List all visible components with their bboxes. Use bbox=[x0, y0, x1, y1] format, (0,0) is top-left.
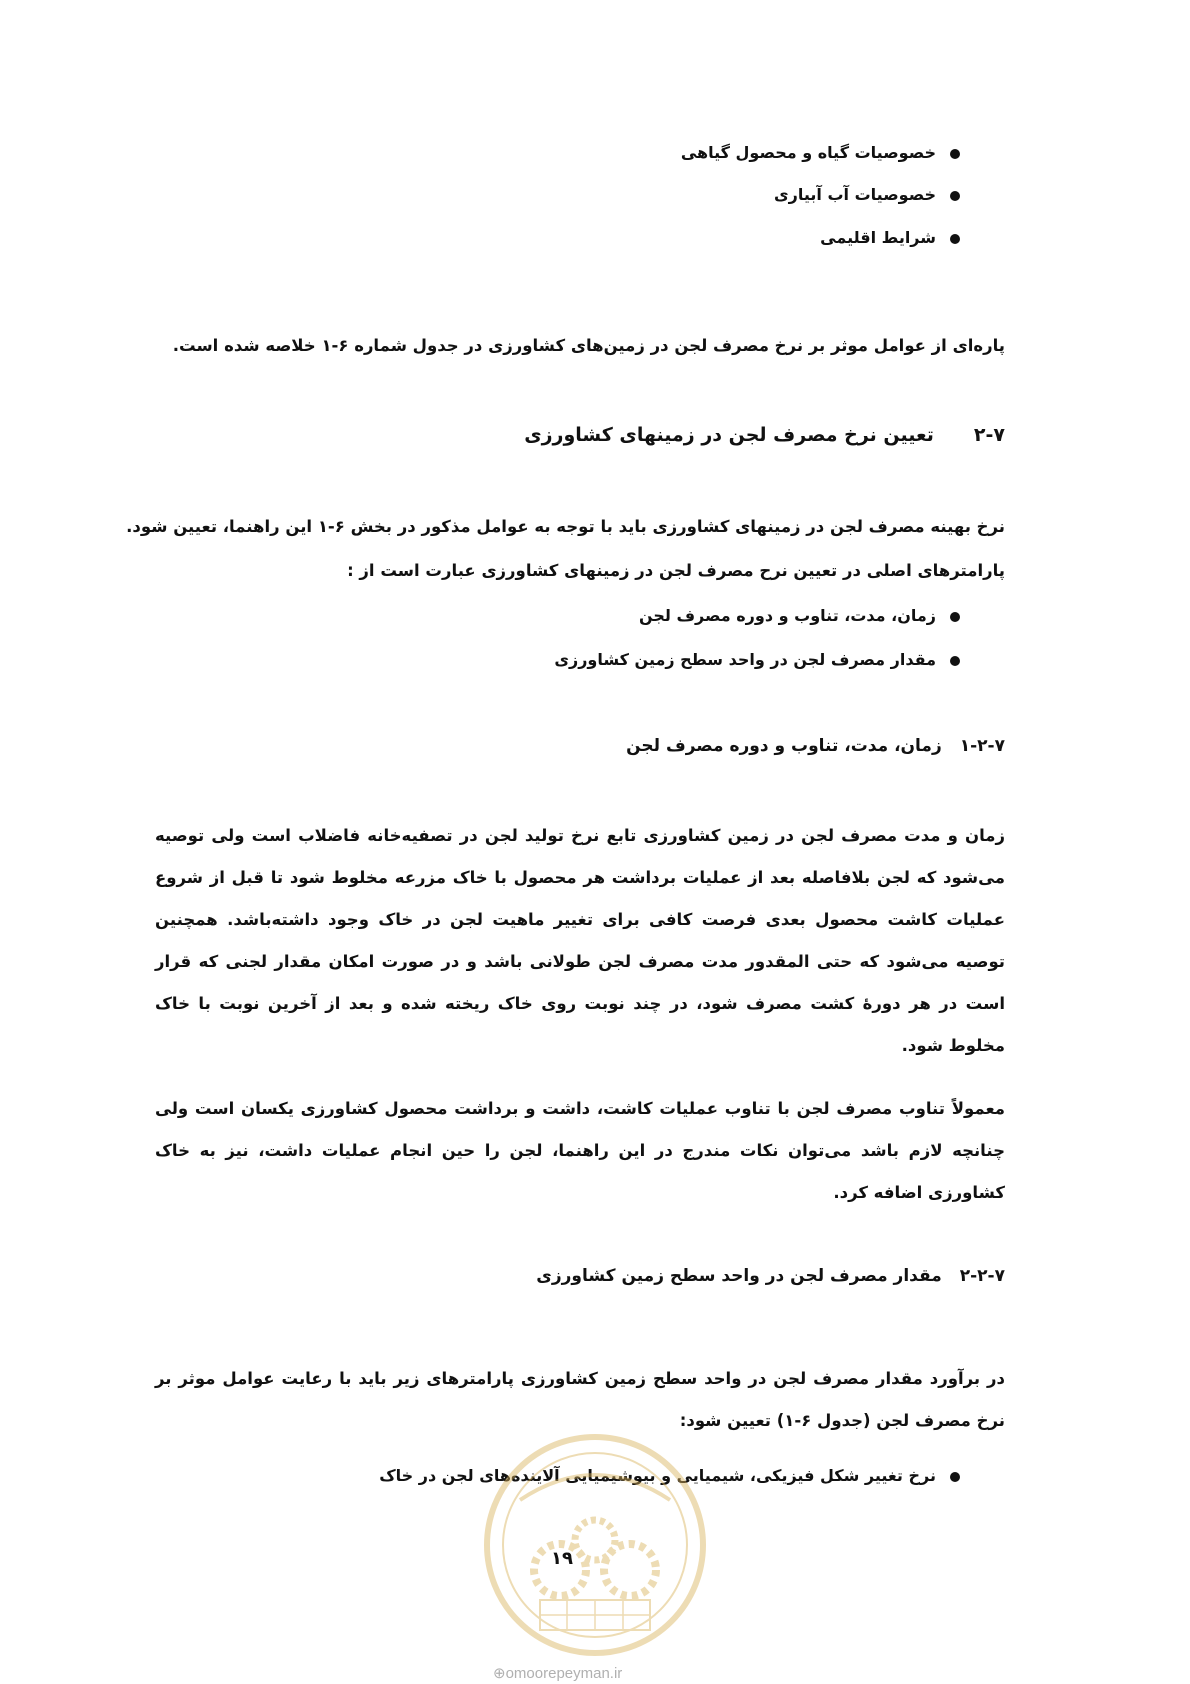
bullet-text: نرخ تغییر شکل فیزیکی، شیمیایی و بیوشیمیایی آلاینده‌های لجن در خاک bbox=[379, 1466, 936, 1485]
bullet-icon bbox=[950, 149, 960, 159]
bullet-text: خصوصیات آب آبیاری bbox=[773, 185, 936, 204]
bullet-item bbox=[820, 228, 960, 247]
subsection-heading bbox=[536, 1266, 1005, 1286]
bullet-icon bbox=[950, 191, 960, 201]
bullet-icon bbox=[950, 1472, 960, 1482]
body-paragraph: معمولاً تناوب مصرف لجن با تناوب عملیات کاشت، داشت و برداشت محصول کشاورزی یکسان است ولی چنانچه لازم باشد می‌توان نکات مندرج در این راهنما، لجن را حین انجام عملیات داشت، نیز به خاک کشاورزی اضافه کرد. bbox=[155, 1099, 1005, 1202]
paragraph-line: پارامترهای اصلی در تعیین نرح مصرف لجن در زمینهای کشاورزی عبارت است از : bbox=[347, 561, 1005, 580]
intro-paragraph: پاره‌ای از عوامل موثر بر نرخ مصرف لجن در زمین‌های کشاورزی در جدول شماره ۶-۱ خلاصه شده است. bbox=[172, 336, 1005, 355]
bullet-item bbox=[681, 143, 960, 162]
bullet-text: مقدار مصرف لجن در واحد سطح زمین کشاورزی bbox=[554, 650, 936, 669]
bullet-text: زمان، مدت، تناوب و دوره مصرف لجن bbox=[638, 606, 936, 625]
page-number: ۱۹ bbox=[551, 1548, 573, 1569]
bullet-item bbox=[639, 606, 960, 625]
bullet-icon bbox=[950, 234, 960, 244]
bullet-text: شرایط اقلیمی bbox=[820, 228, 936, 247]
bullet-icon bbox=[950, 656, 960, 666]
globe-icon: ⊕ bbox=[493, 1665, 506, 1682]
bullet-icon bbox=[950, 612, 960, 622]
body-paragraph: زمان و مدت مصرف لجن در زمین کشاورزی تابع نرخ تولید لجن در تصفیه‌خانه فاضلاب است ولی توصیه می‌شود که لجن بلافاصله بعد از عملیات برداشت هر محصول با خاک مزرعه مخلوط شود تا قبل از شروع عملیات کاشت محصول بعدی فرصت کافی برای تغییر ماهیت لجن در خاک وجود داشته‌باشد. همچنین توصیه می‌شود که حتی المقدور مدت مصرف لجن طولانی باشد و در صورت امکان مقدار لجنی که قرار است در هر دورهٔ کشت مصرف شود، در چند نوبت روی خاک ریخته شده و بعد از آخرین نوبت با خاک مخلوط شود. bbox=[155, 826, 1005, 1055]
bullet-text: خصوصیات گیاه و محصول گیاهی bbox=[680, 143, 936, 162]
section-heading bbox=[524, 424, 1005, 446]
watermark-url bbox=[493, 1664, 622, 1682]
subsection-title: مقدار مصرف لجن در واحد سطح زمین کشاورزی bbox=[536, 1266, 942, 1286]
bullet-item bbox=[774, 185, 960, 204]
watermark-url-text: omoorepeyman.ir bbox=[505, 1665, 623, 1682]
subsection-number: ۱-۲-۷ bbox=[959, 736, 1005, 756]
subsection-title: زمان، مدت، تناوب و دوره مصرف لجن bbox=[626, 736, 942, 756]
subsection-heading bbox=[626, 736, 1005, 756]
section-number: ۲-۷ bbox=[973, 424, 1005, 446]
bullet-item bbox=[554, 650, 960, 669]
seal-watermark-icon bbox=[480, 1430, 710, 1660]
paragraph-line: نرخ بهینه مصرف لجن در زمینهای کشاورزی باید با توجه به عوامل مذکور در بخش ۶-۱ این راهنما، تعیین شود. bbox=[126, 517, 1005, 536]
subsection-number: ۲-۲-۷ bbox=[959, 1266, 1005, 1286]
body-paragraph: در برآورد مقدار مصرف لجن در واحد سطح زمین کشاورزی پارامترهای زیر باید با رعایت عوامل موثر بر نرخ مصرف لجن (جدول ۶-۱) تعیین شود: bbox=[155, 1369, 1005, 1430]
section-title: تعیین نرخ مصرف لجن در زمینهای کشاورزی bbox=[524, 424, 934, 446]
